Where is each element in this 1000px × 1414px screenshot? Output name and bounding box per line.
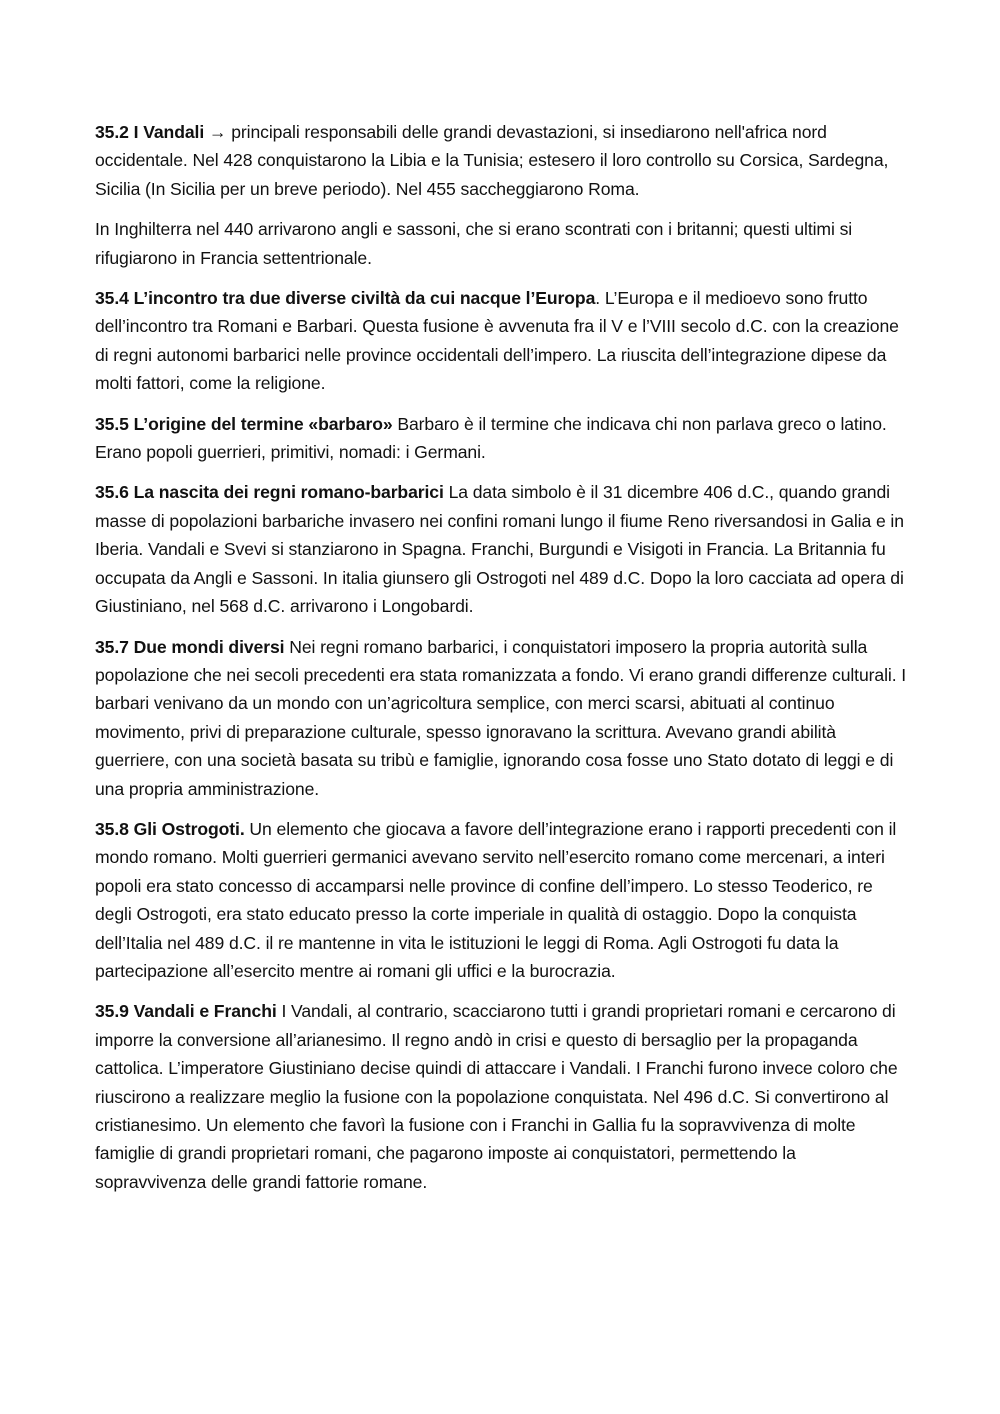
- paragraph-text: . L’Europa e il medioevo sono frutto dell’incontro tra Romani e Barbari. Questa fusione è avvenuta fra il V e l’VIII secolo d.C. con la creazione di regni autonomi barbarici nelle province occidentali dell’impero. La riuscita dell’integrazione dipese da molti fattori, come la religione.: [95, 288, 899, 394]
- paragraph-inghilterra: [95, 215, 907, 272]
- paragraph-text: La data simbolo è il 31 dicembre 406 d.C., quando grandi masse di popolazioni barbariche invasero nei confini romani lungo il fiume Reno riversandosi in Galia e in Iberia. Vandali e Svevi si stanziarono in Spagna. Franchi, Burgundi e Visigoti in Francia. La Britannia fu occupata da Angli e Sassoni. In italia giunsero gli Ostrogoti nel 489 d.C. Dopo la loro cacciata ad opera di Giustiniano, nel 568 d.C. arrivarono i Longobardi.: [95, 482, 904, 617]
- section-heading: 35.8 Gli Ostrogoti.: [95, 818, 245, 839]
- section-heading: 35.4 L’incontro tra due diverse civiltà da cui nacque l’Europa: [95, 288, 596, 309]
- paragraph-text: I Vandali, al contrario, scacciarono tutti i grandi proprietari romani e cercarono di imporre la conversione all’arianesimo. Il regno andò in crisi e questo di bersaglio per la propaganda cattolica. L’imperatore Giustiniano decise quindi di attaccare i Vandali. I Franchi furono invece coloro che riuscirono a realizzare meglio la fusione con la popolazione conquistata. Nel 496 d.C. Si convertirono al cristianesimo. Un elemento che favorì la fusione con i Franchi in Gallia fu la sopravvivenza di molte famiglie di grandi proprietari romani, che pagarono imposte ai conquistatori, permettendo la sopravvivenza delle grandi fattorie romane.: [95, 1001, 898, 1192]
- paragraph-text: Un elemento che giocava a favore dell’integrazione erano i rapporti precedenti con il mondo romano. Molti guerrieri germanici avevano servito nell’esercito romano come mercenari, a interi popoli era stato concesso di accamparsi nelle province di confine dell’impero. Lo stesso Teoderico, re degli Ostrogoti, era stato educato presso la corte imperiale in qualità di ostaggio. Dopo la conquista dell’Italia nel 489 d.C. il re mantenne in vita le istituzioni le leggi di Roma. Agli Ostrogoti fu data la partecipazione all’esercito mentre ai romani gli uffici e la burocrazia.: [95, 818, 897, 981]
- paragraph-text: Nei regni romano barbarici, i conquistatori imposero la propria autorità sulla popolazione che nei secoli precedenti era stata romanizzata a fondo. Vi erano grandi differenze culturali. I barbari venivano da un mondo con un’agricoltura semplice, con merci scarsi, abituati al continuo movimento, privi di preparazione culturale, spesso ignoravano la scrittura. Avevano grandi abilità guerriere, con una società basata su tribù e famiglie, ignorando cosa fosse uno Stato dotato di leggi e di una propria amministrazione.: [95, 636, 907, 799]
- section-heading: 35.2 I Vandali: [95, 122, 205, 142]
- paragraph-text: In Inghilterra nel 440 arrivarono angli e sassoni, che si erano scontrati con i britanni; questi ultimi si rifugiarono in Francia settentrionale.: [95, 219, 853, 268]
- paragraph-regni-romano-barbarici: [95, 478, 907, 620]
- section-heading: 35.9 Vandali e Franchi: [95, 1001, 277, 1022]
- paragraph-vandali-franchi: [95, 997, 907, 1196]
- paragraph-vandali: [95, 118, 907, 203]
- document-page: [95, 118, 907, 1208]
- section-heading: 35.6 La nascita dei regni romano-barbarici: [95, 482, 444, 503]
- paragraph-text: principali responsabili delle grandi devastazioni, si insediarono nell'africa nord occidentale. Nel 428 conquistarono la Libia e la Tunisia; estesero il loro controllo su Corsica, Sardegna, Sicilia (In Sicilia per un breve periodo). Nel 455 saccheggiarono Roma.: [95, 122, 889, 199]
- paragraph-incontro-civilta: [95, 284, 907, 398]
- arrow-icon: →: [208, 122, 227, 142]
- paragraph-origine-barbaro: [95, 410, 907, 467]
- section-heading: 35.5 L’origine del termine «barbaro»: [95, 413, 393, 434]
- paragraph-text: Barbaro è il termine che indicava chi non parlava greco o latino. Erano popoli guerrieri, primitivi, nomadi: i Germani.: [95, 413, 887, 463]
- section-heading: 35.7 Due mondi diversi: [95, 636, 285, 657]
- paragraph-ostrogoti: [95, 815, 907, 985]
- paragraph-due-mondi: [95, 633, 907, 803]
